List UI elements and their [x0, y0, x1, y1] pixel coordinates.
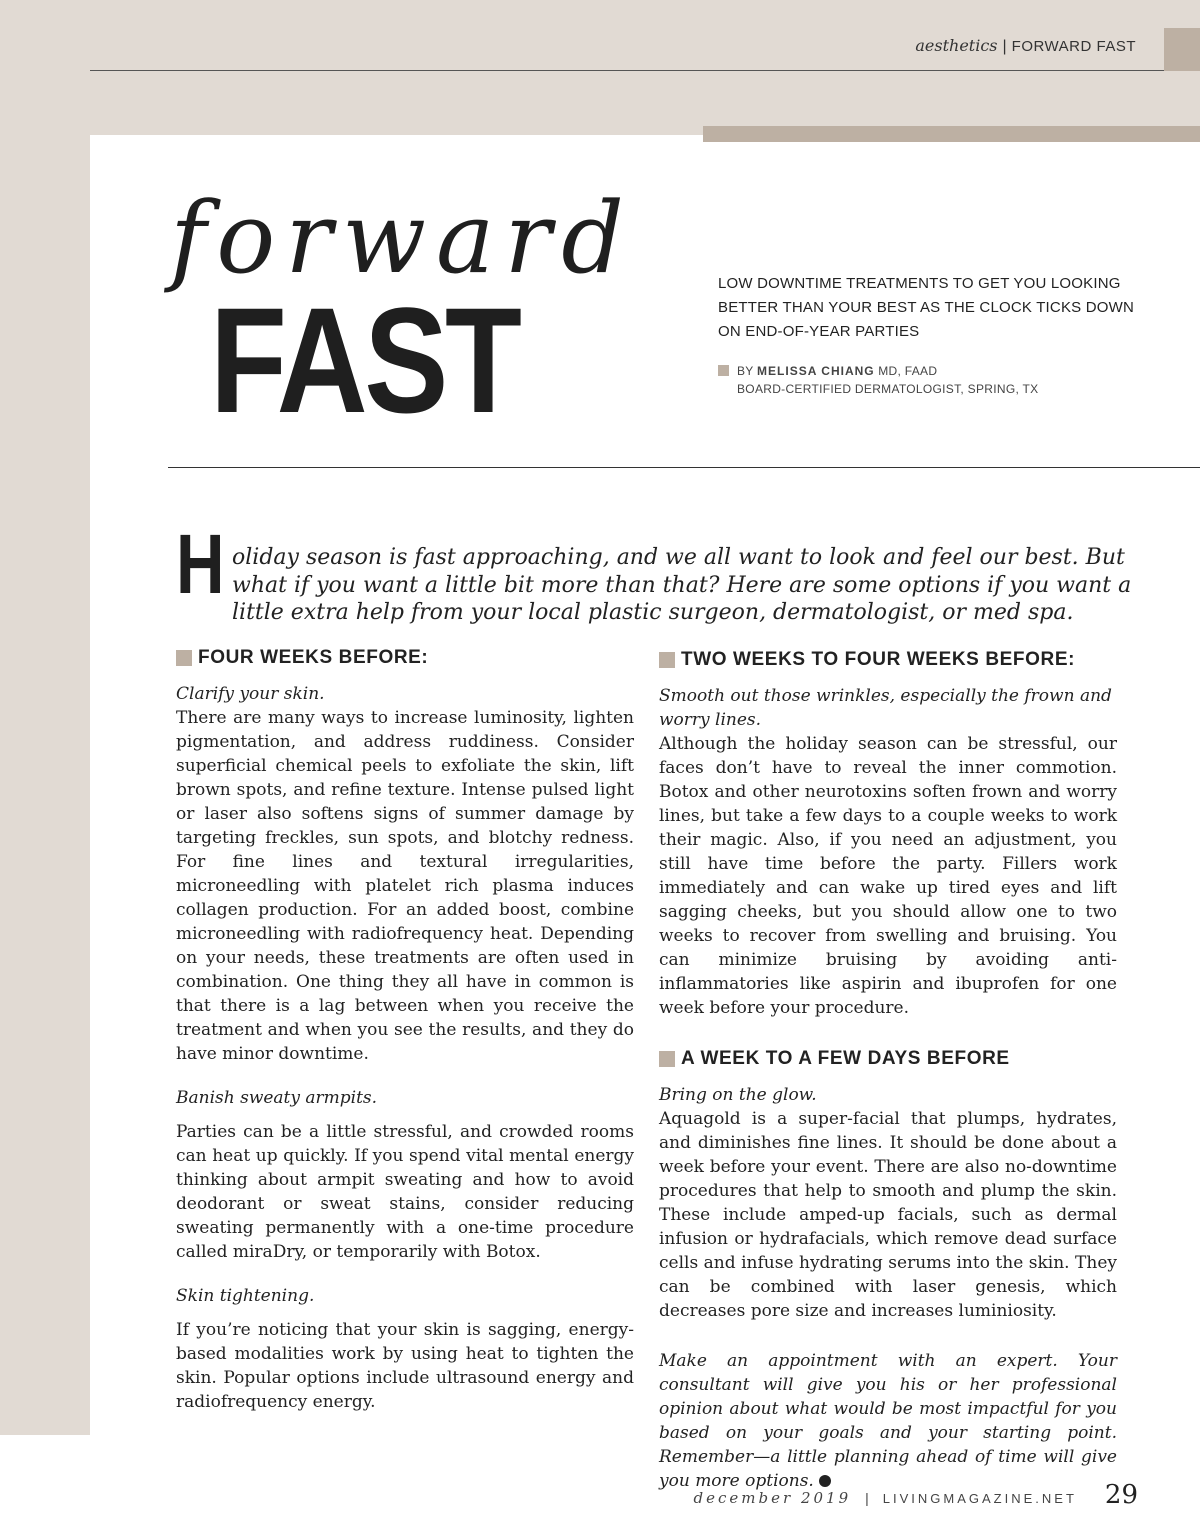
- header-tab-accent: [1164, 28, 1200, 71]
- subhead-sweaty-armpits: Banish sweaty armpits.: [176, 1088, 378, 1108]
- subhead-smooth-wrinkles: Smooth out those wrinkles, especially the frown and worry lines.: [659, 686, 1112, 730]
- section-heading-four-weeks: [176, 645, 634, 671]
- left-column: [176, 645, 634, 1414]
- footer-date: december 2019: [693, 1489, 852, 1507]
- title-divider: [168, 467, 1200, 468]
- square-bullet-icon: [176, 650, 192, 666]
- square-bullet-icon: [718, 365, 729, 376]
- square-bullet-icon: [659, 652, 675, 668]
- footer-site: LIVINGMAGAZINE.NET: [882, 1491, 1077, 1506]
- author-suffix: MD, FAAD: [878, 364, 938, 378]
- footer-separator: |: [865, 1490, 869, 1506]
- section-heading-label: FOUR WEEKS BEFORE:: [198, 647, 429, 668]
- article-title-bold: FAST: [210, 276, 519, 444]
- intro-paragraph: oliday season is fast approaching, and we all want to look and feel our best. But what if you want a little bit more than that? Here are some options if you want a little extra help from your local plastic surgeon, dermatologist, or med spa.: [232, 545, 1132, 625]
- section-heading-label: TWO WEEKS TO FOUR WEEKS BEFORE:: [681, 649, 1076, 670]
- author-credentials: BOARD-CERTIFIED DERMATOLOGIST, SPRING, TX: [737, 382, 1039, 396]
- paragraph-clarify-skin: There are many ways to increase luminosity, lighten pigmentation, and address ruddiness. Consider superficial chemical peels to exfoliate the skin, lift brown spots, and refine texture. Intense pulsed light or laser also softens signs of summer damage by targeting freckles, sun spots, and blotchy redness. For fine lines and textural irregularities, microneedling with platelet rich plasma induces collagen production. For an added boost, combine microneedling with radiofrequency heat. Depending on your needs, these treatments are often used in combination. One thing they all have in common is that there is a lag between when you receive the treatment and when you see the results, and they do have minor downtime.: [176, 708, 634, 1064]
- top-background-band: [0, 0, 1200, 135]
- closing-paragraph: [659, 1349, 1117, 1493]
- right-column: [659, 647, 1117, 1493]
- byline: [718, 362, 1038, 398]
- running-head-section: aesthetics: [915, 36, 998, 55]
- paragraph-sweaty-armpits: Parties can be a little stressful, and crowded rooms can heat up quickly. If you spend vital mental energy thinking about armpit sweating and how to avoid deodorant or sweat stains, consider reducing sweating permanently with a one-time procedure called miraDry, or temporarily with Botox.: [176, 1122, 634, 1262]
- left-background-band: [0, 135, 90, 1435]
- card-accent-strip: [703, 126, 1200, 142]
- paragraph-skin-tightening: If you’re noticing that your skin is sagging, energy-based modalities work by using heat to tighten the skin. Popular options include ultrasound energy and radiofrequency energy.: [176, 1320, 634, 1412]
- page-number: 29: [1104, 1480, 1138, 1510]
- byline-prefix: BY: [737, 364, 754, 378]
- author-name: MELISSA CHIANG: [757, 364, 875, 378]
- article-title-script: forward: [170, 182, 635, 296]
- running-head: [915, 36, 1136, 56]
- paragraph-bring-glow: Aquagold is a super-facial that plumps, hydrates, and diminishes fine lines. It should be done about a week before your event. There are also no-downtime procedures that help to smooth and plump the skin. These include amped-up facials, such as dermal infusion or hydrafacials, which remove dead surface cells and infuse hydrating serums into the skin. They can be combined with laser genesis, which decreases pore size and increases luminiosity.: [659, 1109, 1117, 1321]
- subhead-skin-tightening: Skin tightening.: [176, 1286, 315, 1306]
- section-heading-two-to-four-weeks: [659, 647, 1117, 673]
- article-dek: LOW DOWNTIME TREATMENTS TO GET YOU LOOKING BETTER THAN YOUR BEST AS THE CLOCK TICKS DOWN ON END-OF-YEAR PARTIES: [718, 275, 1135, 340]
- subhead-bring-glow: Bring on the glow.: [659, 1085, 817, 1105]
- section-heading-label: A WEEK TO A FEW DAYS BEFORE: [681, 1048, 1010, 1069]
- closing-text: Make an appointment with an expert. Your consultant will give you his or her professional opinion about what would be most impactful for you based on your goals and your starting point. Remember—a little planning ahead of time will give you more options.: [659, 1351, 1117, 1491]
- drop-cap: H: [176, 517, 225, 611]
- page-footer: [694, 1480, 1138, 1510]
- running-head-title: FORWARD FAST: [1011, 38, 1136, 55]
- subhead-clarify-skin: Clarify your skin.: [176, 684, 325, 704]
- header-rule: [90, 70, 1200, 71]
- square-bullet-icon: [659, 1051, 675, 1067]
- running-head-separator: |: [1002, 38, 1007, 55]
- paragraph-smooth-wrinkles: Although the holiday season can be stressful, our faces don’t have to reveal the inner commotion. Botox and other neurotoxins soften frown and worry lines, but take a few days to a couple weeks to work their magic. Also, if you need an adjustment, you still have time before the party. Fillers work immediately and can wake up tired eyes and lift sagging cheeks, but you should allow one to two weeks to recover from swelling and bruising. You can minimize bruising by avoiding anti-inflammatories like aspirin and ibuprofen for one week before your procedure.: [659, 734, 1117, 1018]
- section-heading-week-to-days: [659, 1046, 1117, 1072]
